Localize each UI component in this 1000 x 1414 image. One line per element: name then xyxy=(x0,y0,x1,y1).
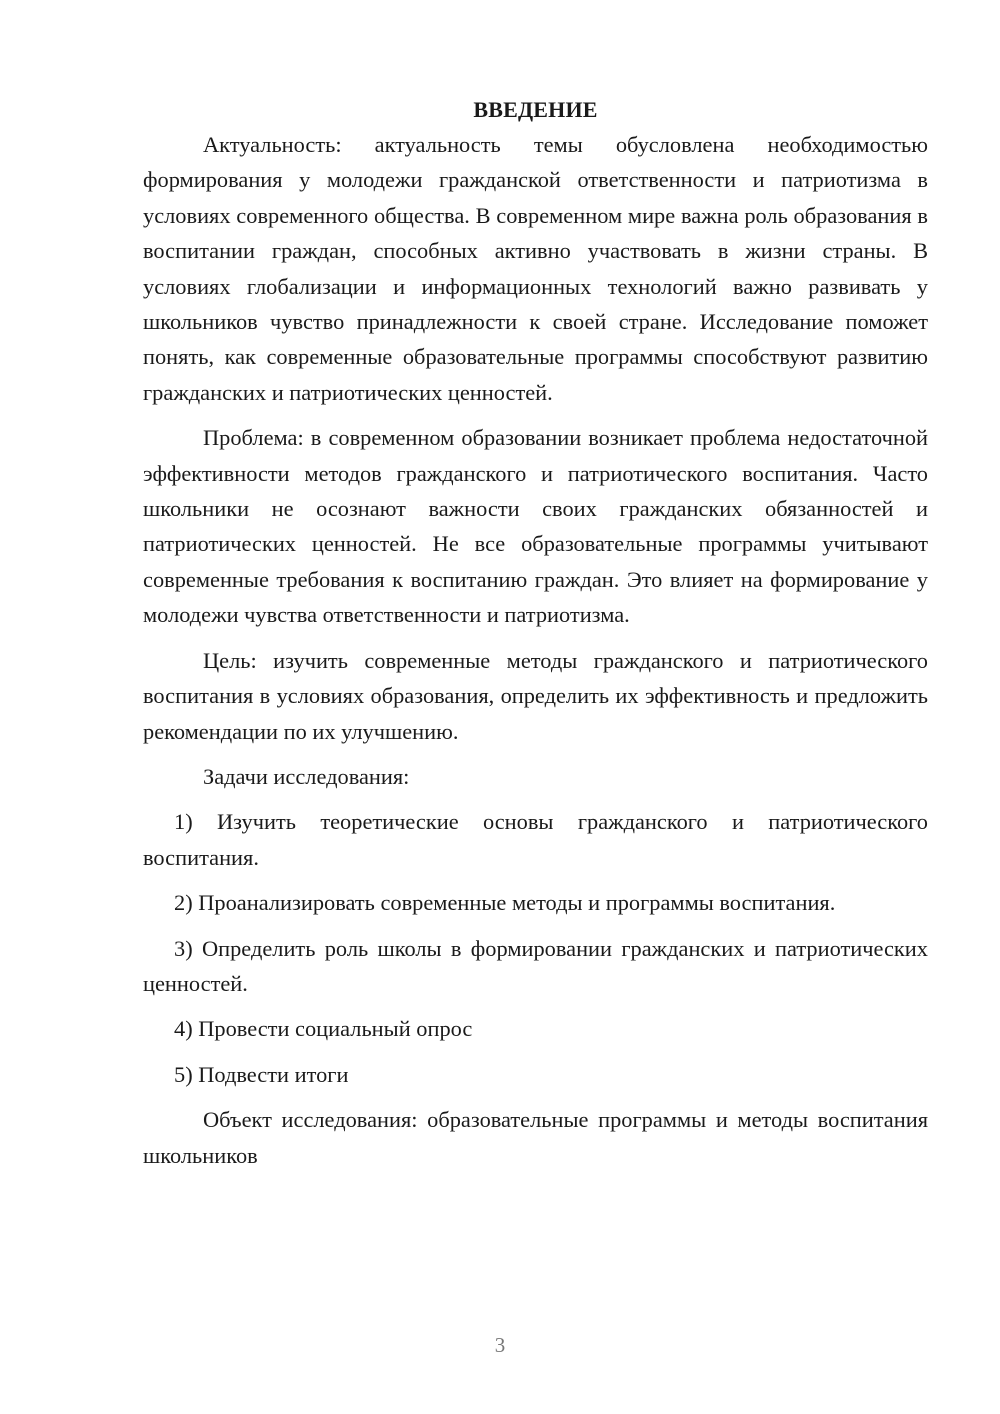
object-paragraph: Объект исследования: образовательные программы и методы воспитания школьников xyxy=(143,1107,928,1168)
goal-paragraph: Цель: изучить современные методы гражданского и патриотического воспитания в условиях образования, определить их эффективность и предложить рекомендации по их улучшению. xyxy=(143,647,928,744)
tasks-heading: Задачи исследования: xyxy=(203,763,410,789)
task-item-4: 4) Провести социальный опрос xyxy=(174,1016,473,1042)
task-item-2: 2) Проанализировать современные методы и программы воспитания. xyxy=(174,890,836,916)
task-item-3: 3) Определить роль школы в формировании гражданских и патриотических ценностей. xyxy=(143,935,928,996)
task-item-1: 1) Изучить теоретические основы гражданского и патриотического воспитания. xyxy=(143,809,928,870)
section-title: ВВЕДЕНИЕ xyxy=(473,97,598,122)
page-content xyxy=(143,92,928,1173)
problem-paragraph: Проблема: в современном образовании возникает проблема недостаточной эффективности методов гражданского и патриотического воспитания. Часто школьники не осознают важности своих гражданских обязанностей и патриотических ценностей. Не все образовательные программы учитывают современные требования к воспитанию граждан. Это влияет на формирование у молодежи чувства ответственности и патриотизма. xyxy=(143,425,928,628)
page-number: 3 xyxy=(494,1333,506,1357)
tasks-list xyxy=(143,804,928,1092)
relevance-paragraph: Актуальность: актуальность темы обусловлена необходимостью формирования у молодежи гражданской ответственности и патриотизма в условиях современного общества. В современном мире важна роль образования в воспитании граждан, способных активно участвовать в жизни страны. В условиях глобализации и информационных технологий важно развивать у школьников чувство принадлежности к своей стране. Исследование поможет понять, как современные образовательные программы способствуют развитию гражданских и патриотических ценностей. xyxy=(143,132,928,405)
task-item-5: 5) Подвести итоги xyxy=(174,1061,349,1087)
